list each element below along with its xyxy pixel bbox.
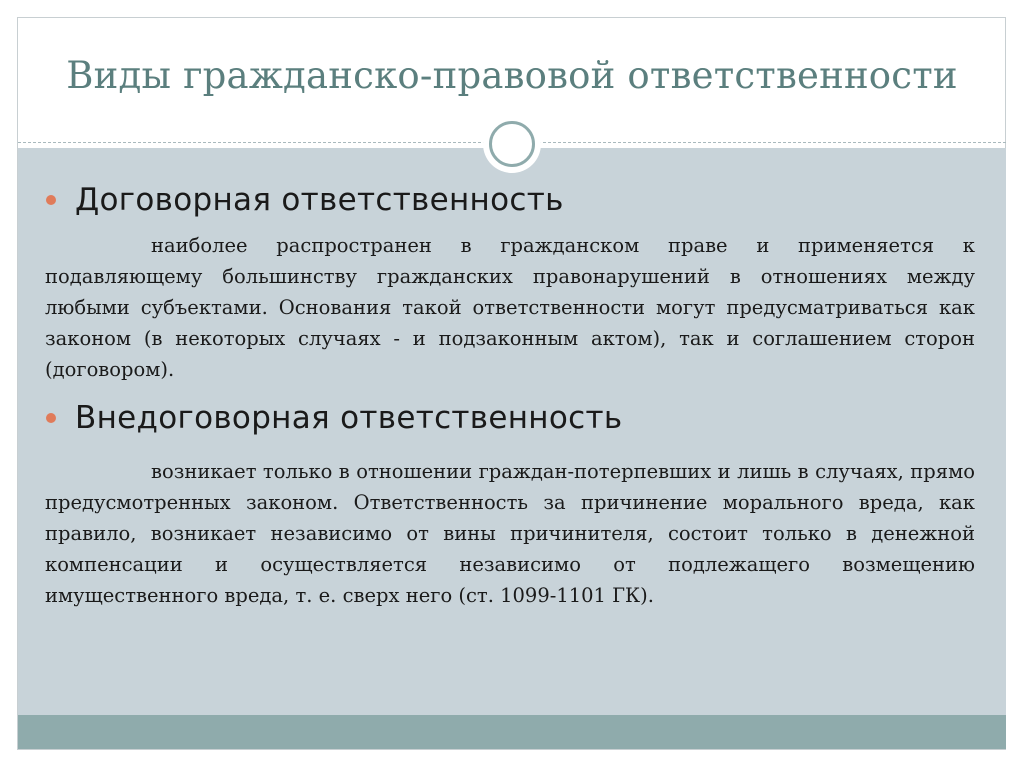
section-text-contract: наиболее распространен в гражданском праве и применяется к подавляющему большинству гражданских правонарушений в отношениях между любыми субъектами. Основания такой ответственности могут предусматриваться как законом (в некоторых случаях - и подзаконным актом), так и соглашением сторон (договором). (45, 234, 975, 381)
footer-bar (18, 715, 1006, 749)
bullet-dot-icon (46, 413, 56, 423)
section-heading-contract: Договорная ответственность (75, 182, 564, 218)
circle-ring-icon (483, 115, 541, 173)
section-heading-row (46, 400, 622, 436)
section-text-noncontract: возникает только в отношении граждан-потерпевших и лишь в случаях, прямо предусмотренных законом. Ответственность за причинение морального вреда, как правило, возникает независимо от вины причинителя, состоит только в денежной компенсации и осуществляется независимо от подлежащего возмещению имущественного вреда, т. е. сверх него (ст. 1099-1101 ГК). (45, 460, 975, 607)
bullet-dot-icon (46, 195, 56, 205)
slide-title: Виды гражданско-правовой ответственности (66, 54, 958, 97)
section-heading-noncontract: Внедоговорная ответственность (75, 400, 623, 436)
section-heading-row (46, 182, 564, 218)
